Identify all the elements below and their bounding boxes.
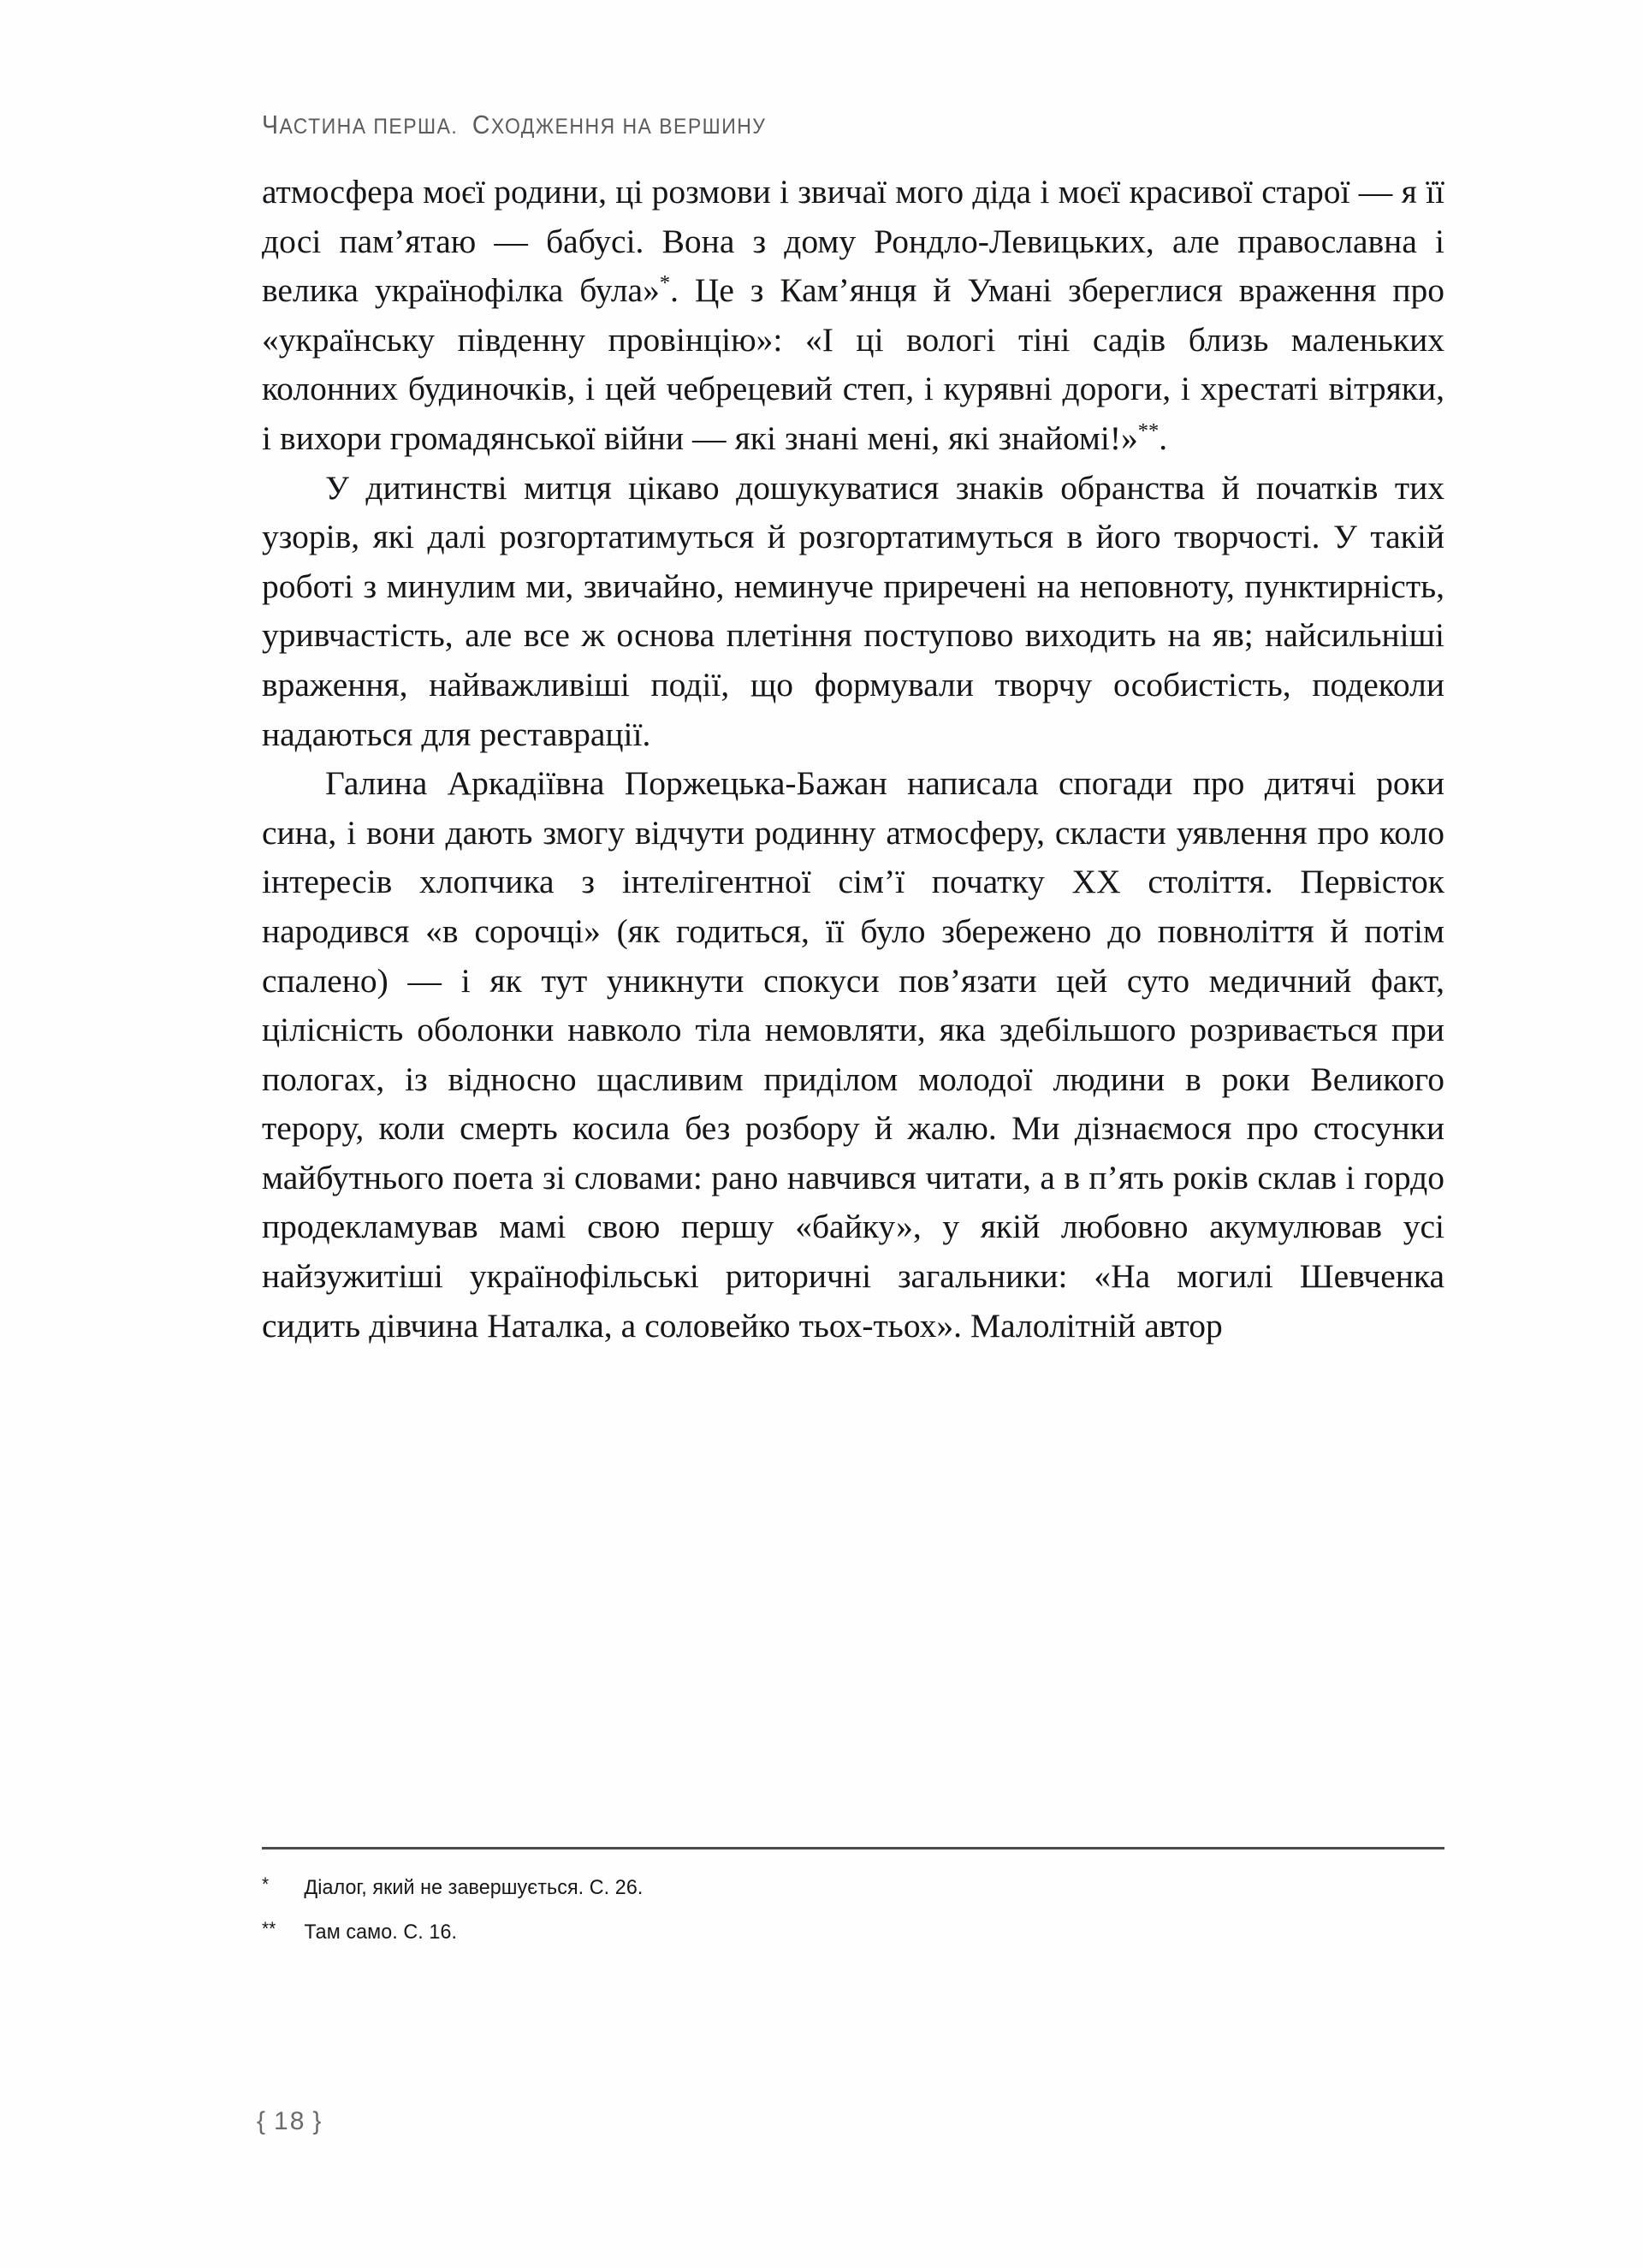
- footnote-reference: **: [1137, 419, 1160, 442]
- footnote-marker: **: [262, 1918, 276, 1939]
- footnote-text: Діалог, який не завершується. С. 26.: [304, 1876, 644, 1899]
- folio-right-brace: }: [312, 2107, 323, 2135]
- footnote-separator-rule: [262, 1847, 1444, 1849]
- running-head-part: ЧАСТИНА ПЕРША.: [262, 110, 459, 140]
- footnote-area: [262, 1847, 1444, 1962]
- footnote-text: Там само. С. 16.: [304, 1921, 458, 1944]
- footnote-reference: *: [659, 271, 671, 295]
- footnote-item: [262, 1873, 1385, 1903]
- paragraph: Галина Аркадіївна Поржецька-Бажан написала спогади про дитячі роки сина, і вони дають змогу відчути родинну атмосферу, скласти уявлення про коло інтересів хлопчика з інтелігентної сім’ї початку ХХ століття. Первісток народився «в сорочці» (як годиться, її було збережено до повноліття й потім спалено) — і як тут уникнути спокуси пов’язати цей суто медичний факт, цілісність оболонки навколо тіла немовляти, яка здебільшого розривається при пологах, із відносно щасливим приділом молодої людини в роки Великого терору, коли смерть косила без розбору й жалю. Ми дізнаємося про стосунки майбутнього поета зі словами: рано навчився читати, а в п’ять років склав і гордо продекламував мамі свою першу «байку», у якій любовно акумулював усі найзужитіші українофільські риторичні загальники: «На могилі Шевченка сидить дівчина Наталка, а соловейко тьох-тьох». Малолітній автор: [262, 764, 1444, 1345]
- paragraph-continued: атмосфера моєї родини, ці розмови і звичаї мого діда і моєї красивої старої — я її досі пам’ятаю — бабусі. Вона з дому Рондло-Левицьких, але православна і велика українофілка була»*. Це з Кам’янця й Умані збереглися враження про «українську південну провінцію»: «І ці вологі тіні садів близь маленьких колонних будиночків, і цей чебрецевий степ, і курявні дороги, і хрестаті вітряки, і вихори громадянської війни — які знані мені, які знайомі!»**.: [262, 173, 1444, 457]
- folio-number: 18: [274, 2107, 306, 2135]
- body-text-block: [262, 168, 1444, 1351]
- footnote-item: [262, 1918, 1385, 1947]
- folio-left-brace: {: [257, 2107, 268, 2135]
- paragraph: У дитинстві митця цікаво дошукуватися знаків обранства й початків тих узорів, які далі розгортатимуться й розгортатимуться в його творчості. У такій роботі з минулим ми, звичайно, неминуче приречені на неповноту, пунктирність, уривчастість, але все ж основа плетіння поступово виходить на яв; найсильніші враження, найважливіші події, що формували творчу особистість, подеколи надаються для реставрації.: [262, 468, 1444, 753]
- footnote-marker: *: [262, 1873, 270, 1895]
- page-number: [257, 2107, 323, 2136]
- running-head-chapter: СХОДЖЕННЯ НА ВЕРШИНУ: [472, 110, 767, 140]
- running-head: [262, 110, 1349, 140]
